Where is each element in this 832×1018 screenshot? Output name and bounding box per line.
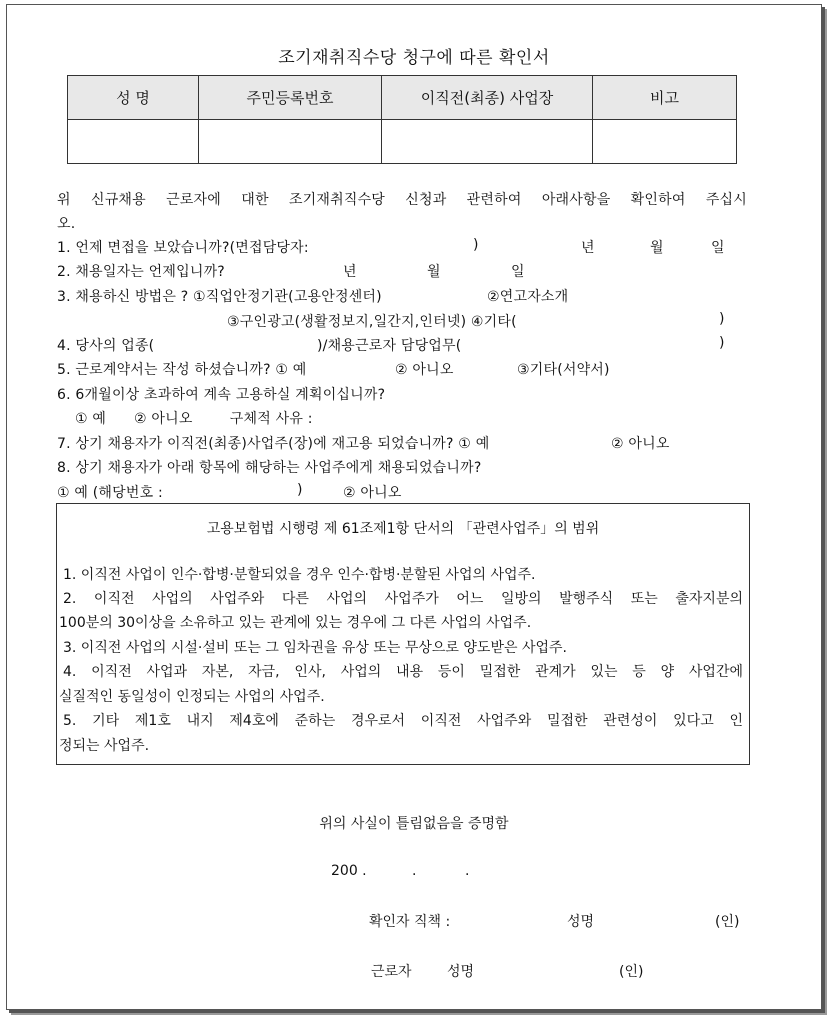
box-item-2a: 2. 이직전 사업의 사업주와 다른 사업의 사업주가 어느 일방의 발행주식 또는 출자지분의	[63, 591, 743, 607]
worker-name-label: 성명	[447, 964, 475, 980]
question-1-paren: )	[473, 237, 479, 253]
question-8-close: )	[297, 482, 303, 498]
date-year: 200 .	[331, 863, 367, 879]
question-5-option-3: ③기타(서약서)	[517, 362, 610, 378]
question-5: 5. 근로계약서는 작성 하셨습니까? ① 예	[57, 362, 307, 378]
question-4: 4. 당사의 업종(	[57, 338, 155, 354]
question-3: 3. 채용하신 방법은 ? ①직업안정기관(고용안정센터)	[57, 289, 382, 305]
question-3-line-2: ③구인광고(생활정보지,일간지,인터넷) ④기타(	[227, 314, 517, 330]
worker-label: 근로자	[371, 964, 412, 980]
header-resident-number: 주민등록번호	[199, 76, 382, 120]
cell-name[interactable]	[68, 120, 199, 164]
cell-resident-number[interactable]	[199, 120, 382, 164]
question-3-line-2-close: )	[719, 311, 725, 327]
certify-statement: 위의 사실이 틀림없음을 증명함	[319, 816, 509, 832]
confirmer-seal: (인)	[715, 914, 740, 930]
date-day: .	[465, 863, 470, 879]
box-item-1: 1. 이직전 사업이 인수·합병·분할되었을 경우 인수·합병·분할된 사업의 사업주.	[63, 567, 536, 583]
header-name: 성 명	[68, 76, 199, 120]
worker-seal: (인)	[619, 964, 644, 980]
confirmer-title-label: 확인자 직책 :	[369, 914, 451, 930]
question-1-year: 년	[581, 240, 595, 256]
box-item-2b: 100분의 30이상을 소유하고 있는 관계에 있는 경우에 그 다른 사업의 사업주.	[59, 615, 532, 631]
intro-line-2: 오.	[57, 216, 76, 232]
document-page	[6, 4, 822, 1010]
question-4-mid: )/채용근로자 담당업무(	[317, 338, 462, 354]
confirmer-name-label: 성명	[567, 914, 595, 930]
header-remarks: 비고	[593, 76, 737, 120]
question-1-day: 일	[711, 240, 725, 256]
box-item-4a: 4. 이직전 사업과 자본, 자금, 인사, 사업의 내용 등이 밀접한 관계가 있는 등 양 사업간에	[63, 664, 743, 680]
question-2-day: 일	[511, 264, 525, 280]
question-2: 2. 채용일자는 언제입니까?	[57, 264, 225, 280]
question-8-option-2: ② 아니오	[343, 485, 402, 501]
intro-line-1: 위 신규채용 근로자에 대한 조기재취직수당 신청과 관련하여 아래사항을 확인하여 주십시	[57, 192, 747, 208]
question-2-month: 월	[427, 264, 441, 280]
date-month: .	[412, 863, 417, 879]
question-1-month: 월	[650, 240, 664, 256]
box-item-3: 3. 이직전 사업의 시설·설비 또는 그 임차권을 유상 또는 무상으로 양도받은 사업주.	[63, 640, 567, 656]
cell-remarks[interactable]	[593, 120, 737, 164]
question-5-option-2: ② 아니오	[395, 362, 454, 378]
document-title: 조기재취직수당 청구에 따른 확인서	[278, 48, 550, 68]
box-item-4b: 실질적인 동일성이 인정되는 사업의 사업주.	[59, 689, 325, 705]
box-item-5a: 5. 기타 제1호 내지 제4호에 준하는 경우로서 이직전 사업주와 밀접한 관련성이 있다고 인	[63, 713, 743, 729]
header-previous-workplace: 이직전(최종) 사업장	[382, 76, 593, 120]
question-7-option-2: ② 아니오	[611, 436, 670, 452]
question-4-close: )	[719, 335, 725, 351]
question-2-year: 년	[343, 264, 357, 280]
question-3-option-2: ②연고자소개	[487, 289, 569, 305]
question-6: 6. 6개월이상 초과하여 계속 고용하실 계획이십니까?	[57, 387, 386, 403]
box-title: 고용보험법 시행령 제 61조제1항 단서의 「관련사업주」의 범위	[206, 521, 600, 537]
box-item-5b: 정되는 사업주.	[59, 738, 150, 754]
question-7: 7. 상기 채용자가 이직전(최종)사업주(장)에 재고용 되었습니까? ① 예	[57, 436, 490, 452]
table-header-row	[68, 76, 737, 120]
related-employer-box	[56, 503, 750, 765]
info-table	[67, 75, 737, 164]
question-1: 1. 언제 면접을 보았습니까?(면접담당자:	[57, 240, 309, 256]
question-8-line-2: ① 예 (해당번호 :	[57, 485, 163, 501]
question-8: 8. 상기 채용자가 아래 항목에 해당하는 사업주에게 채용되었습니까?	[57, 460, 482, 476]
table-row	[68, 120, 737, 164]
cell-previous-workplace[interactable]	[382, 120, 593, 164]
question-6-line-2: ① 예 ② 아니오 구체적 사유 :	[75, 411, 313, 427]
